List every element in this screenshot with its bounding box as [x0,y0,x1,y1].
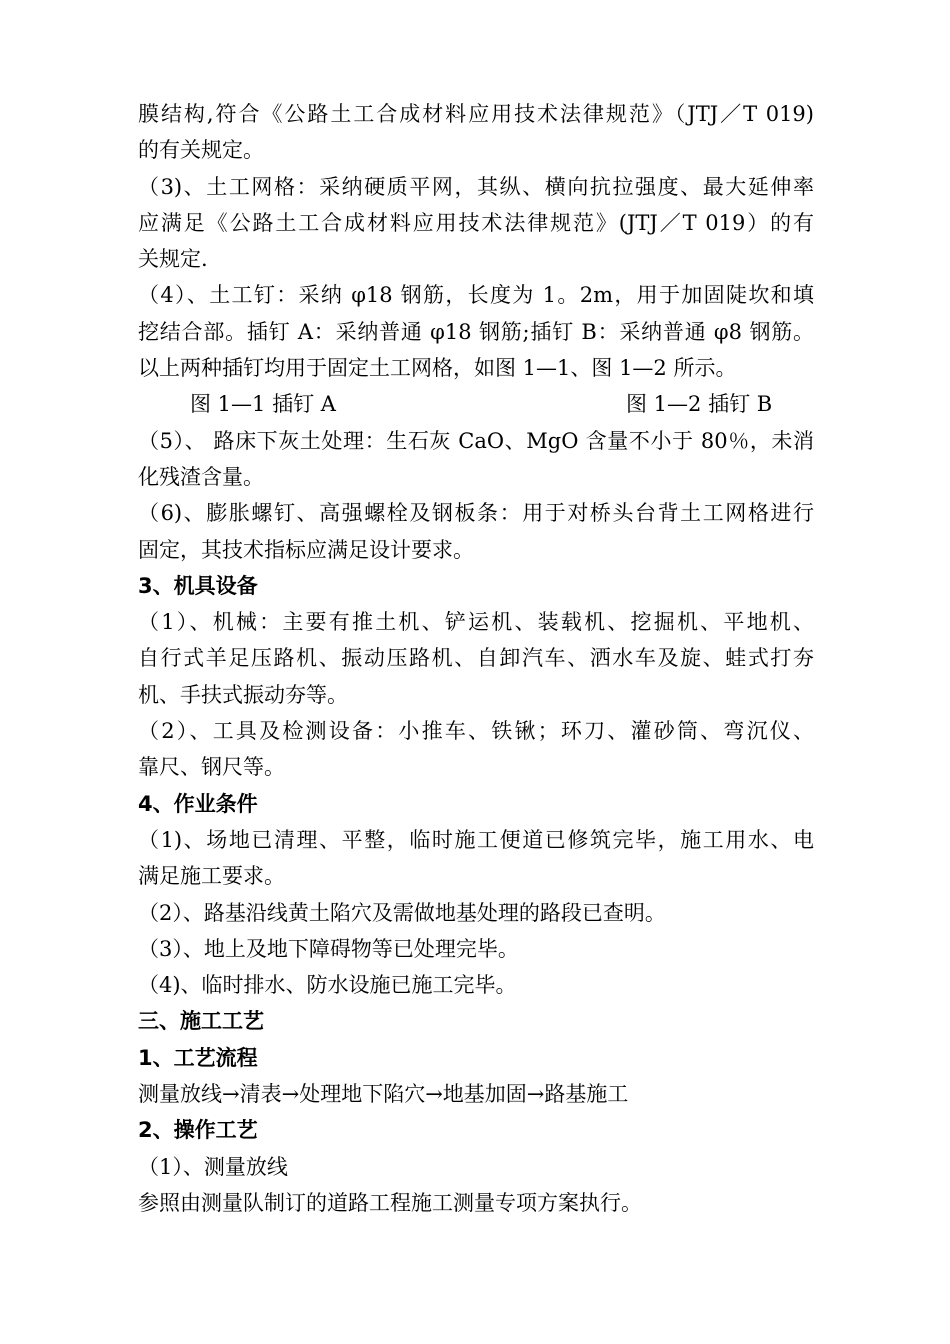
text-line: 化残渣含量。 [138,464,264,489]
section-heading: 1、工艺流程 [138,1045,258,1070]
text-line: 自行式羊足压路机、振动压路机、自卸汽车、洒水车及旋、蛙式打夯 [138,646,814,671]
text-line: （1）、测量放线 [138,1154,288,1179]
chapter-heading: 三、施工工艺 [138,1009,264,1034]
text-line: 参照由测量队制订的道路工程施工测量专项方案执行。 [138,1190,642,1215]
text-line: （2）、工具及检测设备：小推车、铁锹；环刀、灌砂筒、弯沉仪、 [138,719,814,744]
text-line: （4)、临时排水、防水设施已施工完毕。 [138,973,517,998]
section-heading: 3、机具设备 [138,573,258,598]
text-line: （3）、地上及地下障碍物等已处理完毕。 [138,936,519,961]
section-heading: 4、作业条件 [138,791,258,816]
section-heading: 2、操作工艺 [138,1118,258,1143]
text-line: 固定，其技术指标应满足设计要求。 [138,537,474,562]
text-line: 以上两种插钉均用于固定土工网格，如图 1—1、图 1—2 所示。 [138,356,737,381]
text-line: （1)、场地已清理、平整，临时施工便道已修筑完毕，施工用水、电 [138,827,814,852]
text-line: 满足施工要求。 [138,864,285,889]
figure-captions [138,386,814,422]
text-line: 应满足《公路土工合成材料应用技术法律规范》(JTJ／T 019）的有 [138,210,814,235]
text-line: 的有关规定。 [138,138,264,163]
text-line: （6)、膨胀螺钉、高强螺栓及钢板条：用于对桥头台背土工网格进行 [138,501,814,526]
text-line: （5）、 路床下灰土处理：生石灰 CaO、MgO 含量不小于 80％，未消 [138,428,814,453]
text-line: （2）、路基沿线黄土陷穴及需做地基处理的路段已查明。 [138,900,666,925]
figure-caption-b: 图 1—2 插钉 B [626,392,773,417]
text-line: 挖结合部。插钉 A：采纳普通 φ18 钢筋;插钉 B：采纳普通 φ8 钢筋。 [138,319,814,344]
text-line: 靠尺、钢尺等。 [138,755,285,780]
text-line: 关规定. [138,247,208,272]
text-line: 机、手扶式振动夯等。 [138,682,348,707]
text-line: （4）、土工钉：采纳 φ18 钢筋，长度为 1。2m，用于加固陡坎和填 [138,283,814,308]
text-line: 膜结构,符合《公路土工合成材料应用技术法律规范》（JTJ／T 019) [138,102,814,126]
process-flow-text: 测量放线→清表→处理地下陷穴→地基加固→路基施工 [138,1082,629,1107]
text-line: （3)、土工网格：采纳硬质平网，其纵、横向抗拉强度、最大延伸率 [138,174,814,199]
text-line: （1）、机械：主要有推土机、铲运机、装载机、挖掘机、平地机、 [138,610,814,635]
document-body [138,96,814,1221]
figure-caption-a: 图 1—1 插钉 A [190,392,336,417]
